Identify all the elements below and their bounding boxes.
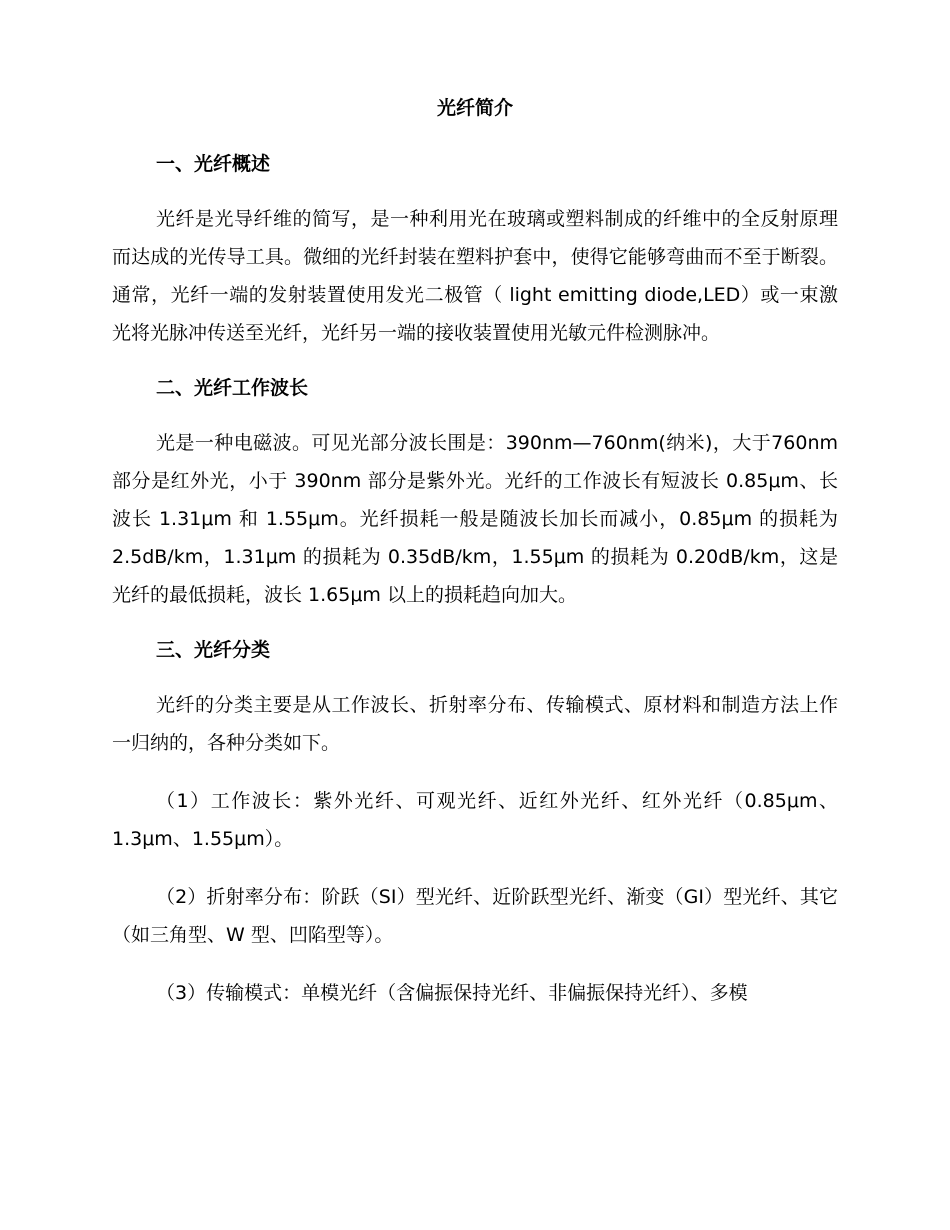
section-classification bbox=[112, 634, 838, 1012]
section-wavelength bbox=[112, 372, 838, 614]
section-heading-overview: 一、光纤概述 bbox=[156, 153, 271, 175]
document-title: 光纤简介 bbox=[436, 97, 513, 119]
section-overview bbox=[112, 148, 838, 352]
paragraph-overview: 光纤是光导纤维的简写，是一种利用光在玻璃或塑料制成的纤维中的全反射原理而达成的光传导工具。微细的光纤封装在塑料护套中，使得它能够弯曲而不至于断裂。通常，光纤一端的发射装置使用发光二极管（ light emitting diode,LED）或一束激光将光脉冲传送至光纤，光纤另一端的接收装置使用光敏元件检测脉冲。 bbox=[112, 208, 838, 344]
list-item-transmission-mode: （3）传输模式：单模光纤（含偏振保持光纤、非偏振保持光纤）、多模 bbox=[156, 982, 748, 1004]
list-item-wavelength: （1）工作波长：紫外光纤、可观光纤、近红外光纤、红外光纤（0.85μm、1.3μm、1.55μm）。 bbox=[112, 790, 838, 850]
document-body bbox=[112, 92, 838, 1012]
list-item-refractive-index: （2）折射率分布：阶跃（SI）型光纤、近阶跃型光纤、渐变（GI）型光纤、其它（如三角型、W 型、凹陷型等）。 bbox=[112, 886, 838, 946]
section-heading-classification: 三、光纤分类 bbox=[156, 639, 271, 661]
paragraph-classification-intro: 光纤的分类主要是从工作波长、折射率分布、传输模式、原材料和制造方法上作一归纳的，各种分类如下。 bbox=[112, 694, 838, 754]
paragraph-wavelength: 光是一种电磁波。可见光部分波长围是：390nm—760nm(纳米)，大于760nm 部分是红外光，小于 390nm 部分是紫外光。光纤的工作波长有短波长 0.85μm、长波长 1.31μm 和 1.55μm。光纤损耗一般是随波长加长而减小，0.85μm 的损耗为 2.5dB/km，1.31μm 的损耗为 0.35dB/km，1.55μm 的损耗为 0.20dB/km，这是光纤的最低损耗，波长 1.65μm 以上的损耗趋向加大。 bbox=[112, 432, 838, 606]
section-heading-wavelength: 二、光纤工作波长 bbox=[156, 377, 309, 399]
